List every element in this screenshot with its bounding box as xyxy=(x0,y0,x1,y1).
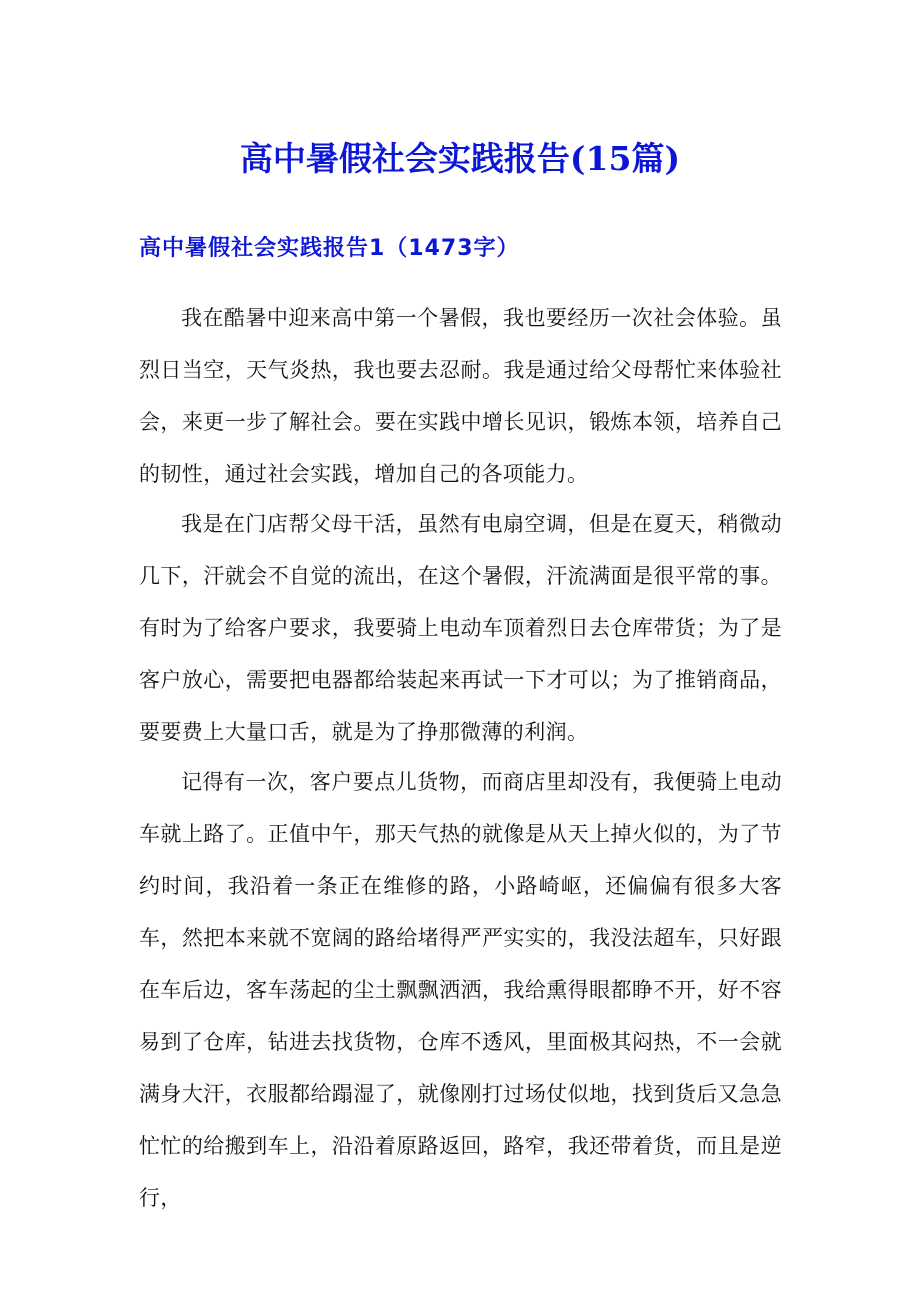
paragraph-1: 我在酷暑中迎来高中第一个暑假，我也要经历一次社会体验。虽烈日当空，天气炎热，我也要去忍耐。我是通过给父母帮忙来体验社会，来更一步了解社会。要在实践中增长见识，锻炼本领，培养自己的韧性，通过社会实践，增加自己的各项能力。 xyxy=(139,306,782,486)
document-title: 高中暑假社会实践报告(15篇) xyxy=(239,139,681,178)
paragraph-2: 我是在门店帮父母干活，虽然有电扇空调，但是在夏天，稍微动几下，汗就会不自觉的流出，在这个暑假，汗流满面是很平常的事。有时为了给客户要求，我要骑上电动车顶着烈日去仓库带货；为了是客户放心，需要把电器都给装起来再试一下才可以；为了推销商品，要要费上大量口舌，就是为了挣那微薄的利润。 xyxy=(139,512,782,744)
paragraph-3: 记得有一次，客户要点儿货物，而商店里却没有，我便骑上电动车就上路了。正值中午，那天气热的就像是从天上掉火似的，为了节约时间，我沿着一条正在维修的路，小路崎岖，还偏偏有很多大客车，然把本来就不宽阔的路给堵得严严实实的，我没法超车，只好跟在车后边，客车荡起的尘土飘飘洒洒，我给熏得眼都睁不开，好不容易到了仓库，钻进去找货物，仓库不透风，里面极其闷热，不一会就满身大汗，衣服都给蹋湿了，就像刚打过场仗似地，找到货后又急急忙忙的给搬到车上，沿沿着原路返回，路窄，我还带着货，而且是逆行， xyxy=(139,770,782,1210)
section-heading: 高中暑假社会实践报告1（1473字） xyxy=(139,236,520,261)
